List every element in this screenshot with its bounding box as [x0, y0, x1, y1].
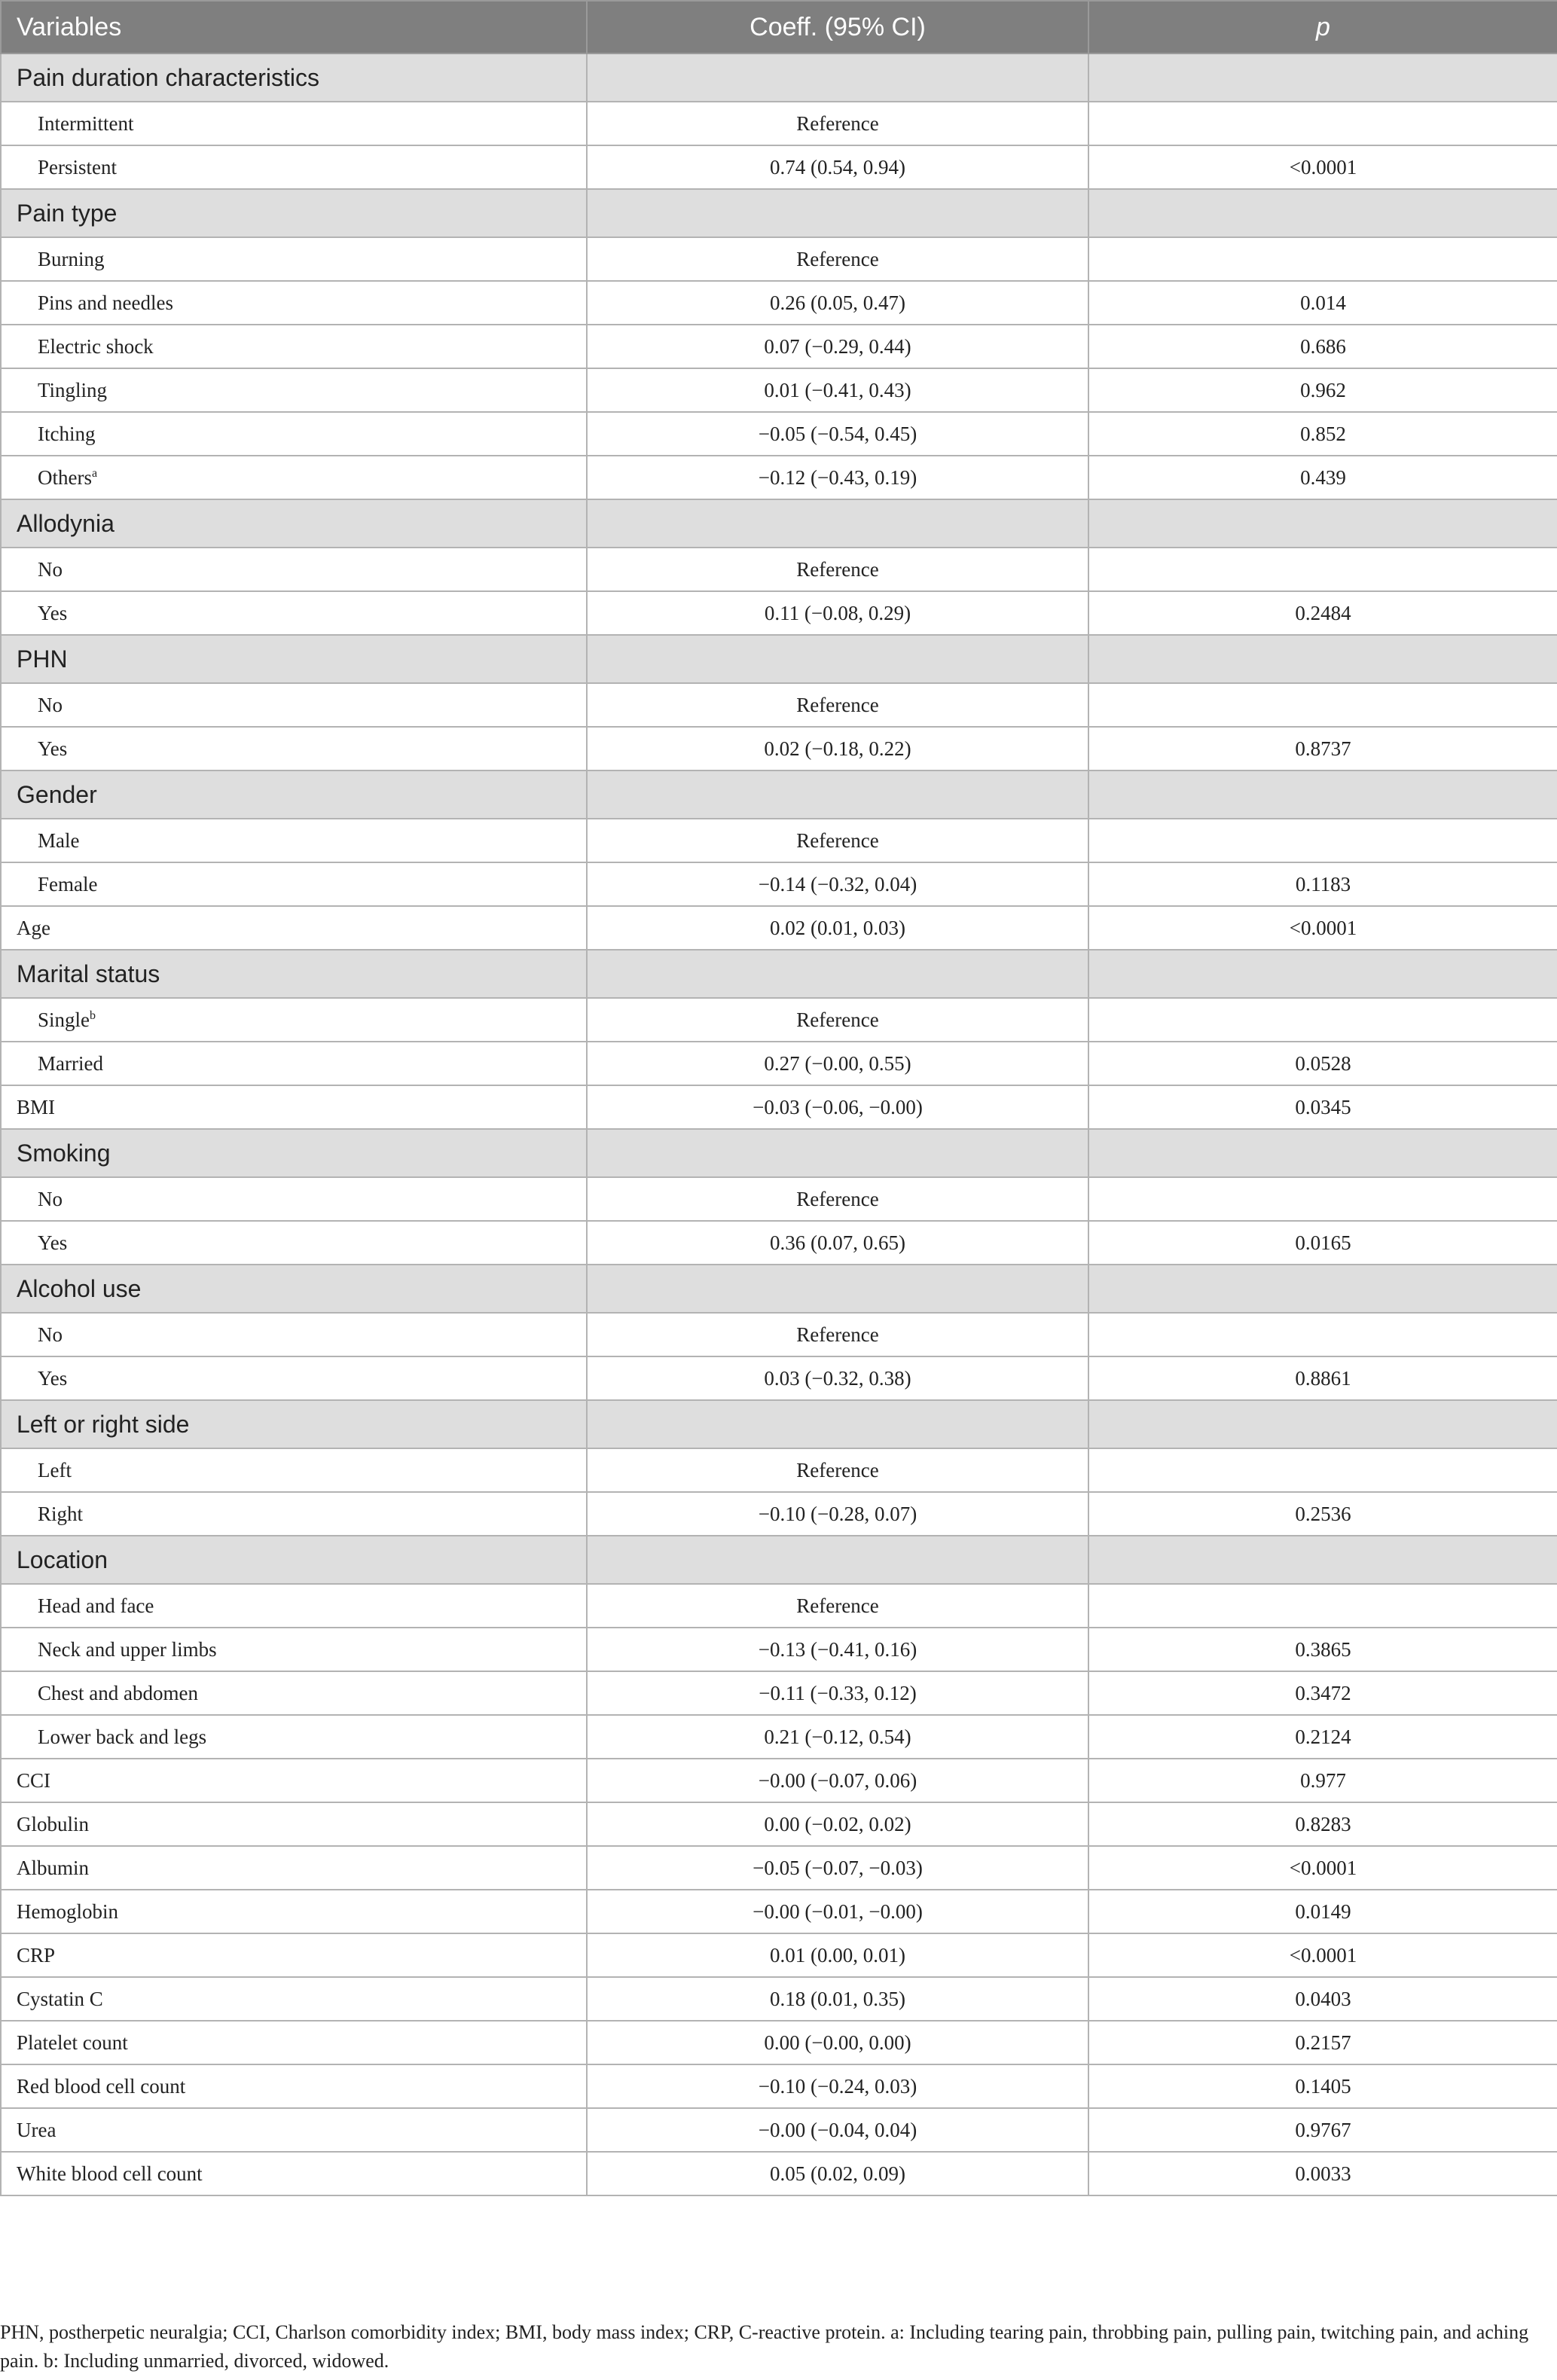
section-empty-cell	[587, 1536, 1088, 1584]
table-row	[1, 1085, 1557, 1129]
header-variables: Variables	[1, 1, 587, 53]
p-value-cell: 0.852	[1088, 412, 1557, 456]
section-label: PHN	[1, 635, 587, 683]
variable-label: Hemoglobin	[17, 1899, 118, 1923]
variable-label: Female	[38, 872, 98, 896]
coefficient-cell: 0.07 (−0.29, 0.44)	[587, 325, 1088, 368]
variable-cell	[1, 412, 587, 456]
table-row	[1, 1042, 1557, 1085]
table-row	[1, 1313, 1557, 1356]
section-header-row	[1, 1400, 1557, 1448]
p-value-cell: 0.0345	[1088, 1085, 1557, 1129]
variable-cell	[1, 1671, 587, 1715]
variable-cell	[1, 1715, 587, 1759]
variable-cell	[1, 862, 587, 906]
variable-label: Lower back and legs	[38, 1725, 207, 1748]
variable-cell	[1, 1356, 587, 1400]
section-empty-cell	[1088, 770, 1557, 819]
p-value-cell: 0.2484	[1088, 591, 1557, 635]
p-value-cell	[1088, 1584, 1557, 1628]
table-row	[1, 819, 1557, 862]
p-value-cell: 0.3865	[1088, 1628, 1557, 1671]
section-label: Location	[1, 1536, 587, 1584]
table-row	[1, 145, 1557, 189]
variable-label: Pins and needles	[38, 291, 173, 314]
section-empty-cell	[587, 1129, 1088, 1177]
coefficient-cell: −0.05 (−0.54, 0.45)	[587, 412, 1088, 456]
coefficient-cell: −0.10 (−0.28, 0.07)	[587, 1492, 1088, 1536]
p-value-cell	[1088, 548, 1557, 591]
variable-cell	[1, 1085, 587, 1129]
table-row	[1, 683, 1557, 727]
p-value-cell	[1088, 1313, 1557, 1356]
table-row	[1, 1846, 1557, 1890]
coefficient-cell: 0.74 (0.54, 0.94)	[587, 145, 1088, 189]
section-label: Marital status	[1, 950, 587, 998]
variable-cell	[1, 1802, 587, 1846]
table-row	[1, 1628, 1557, 1671]
section-header-row	[1, 1536, 1557, 1584]
variable-label: Yes	[38, 1366, 68, 1390]
section-header-row	[1, 1129, 1557, 1177]
coefficient-cell: Reference	[587, 998, 1088, 1042]
table-row	[1, 1802, 1557, 1846]
variable-cell	[1, 237, 587, 281]
section-header-row	[1, 499, 1557, 548]
table-footnote: PHN, postherpetic neuralgia; CCI, Charlson comorbidity index; BMI, body mass index; CRP, C-reactive protein. a: Including tearing pain, throbbing pain, pulling pain, twitching pain, and aching pain. b: Including unmarried, divorced, widowed.	[0, 2321, 1529, 2372]
table-row	[1, 1671, 1557, 1715]
table-row	[1, 325, 1557, 368]
footnote-marker: b	[90, 1008, 96, 1022]
coefficient-cell: Reference	[587, 1177, 1088, 1221]
coefficient-cell: −0.14 (−0.32, 0.04)	[587, 862, 1088, 906]
variable-label: Intermittent	[38, 111, 134, 135]
coefficient-cell: 0.01 (−0.41, 0.43)	[587, 368, 1088, 412]
coefficient-cell: Reference	[587, 1448, 1088, 1492]
variable-cell	[1, 2152, 587, 2195]
coefficient-cell: Reference	[587, 819, 1088, 862]
coefficient-cell: −0.12 (−0.43, 0.19)	[587, 456, 1088, 499]
variable-label: Itching	[38, 422, 96, 445]
variable-cell	[1, 1890, 587, 1933]
variable-cell	[1, 2108, 587, 2152]
table-row	[1, 1492, 1557, 1536]
variable-label: Yes	[38, 737, 68, 760]
p-value-cell	[1088, 998, 1557, 1042]
table-row	[1, 281, 1557, 325]
table-row	[1, 102, 1557, 145]
table-body	[1, 53, 1557, 2195]
variable-cell	[1, 1933, 587, 1977]
coefficient-cell: −0.11 (−0.33, 0.12)	[587, 1671, 1088, 1715]
variable-label: Yes	[38, 601, 68, 624]
coefficient-cell: 0.26 (0.05, 0.47)	[587, 281, 1088, 325]
section-header-row	[1, 770, 1557, 819]
variable-label: Globulin	[17, 1812, 90, 1835]
coefficient-cell: −0.10 (−0.24, 0.03)	[587, 2064, 1088, 2108]
variable-label: CCI	[17, 1768, 51, 1792]
coefficient-cell: 0.00 (−0.02, 0.02)	[587, 1802, 1088, 1846]
table-row	[1, 412, 1557, 456]
coefficient-cell: Reference	[587, 1584, 1088, 1628]
variable-cell	[1, 281, 587, 325]
table-row	[1, 1715, 1557, 1759]
p-value-cell: <0.0001	[1088, 906, 1557, 950]
variable-label: Yes	[38, 1231, 68, 1254]
variable-label: Red blood cell count	[17, 2074, 186, 2098]
coefficient-cell: 0.18 (0.01, 0.35)	[587, 1977, 1088, 2021]
p-value-cell: <0.0001	[1088, 145, 1557, 189]
table-row	[1, 237, 1557, 281]
p-value-cell	[1088, 237, 1557, 281]
table-row	[1, 998, 1557, 1042]
section-empty-cell	[1088, 1129, 1557, 1177]
variable-cell	[1, 456, 587, 499]
variable-cell	[1, 727, 587, 770]
section-label: Left or right side	[1, 1400, 587, 1448]
table-row	[1, 591, 1557, 635]
p-value-cell: 0.2124	[1088, 1715, 1557, 1759]
coefficient-cell: Reference	[587, 683, 1088, 727]
coefficient-cell: −0.05 (−0.07, −0.03)	[587, 1846, 1088, 1890]
p-value-cell: 0.1183	[1088, 862, 1557, 906]
variable-label: No	[38, 557, 63, 581]
section-empty-cell	[587, 950, 1088, 998]
section-empty-cell	[1088, 1400, 1557, 1448]
table-row	[1, 1177, 1557, 1221]
p-value-cell: <0.0001	[1088, 1933, 1557, 1977]
coefficient-cell: 0.03 (−0.32, 0.38)	[587, 1356, 1088, 1400]
section-label: Pain type	[1, 189, 587, 237]
table-row	[1, 2064, 1557, 2108]
table-row	[1, 456, 1557, 499]
variable-cell	[1, 1313, 587, 1356]
coefficient-cell: 0.02 (0.01, 0.03)	[587, 906, 1088, 950]
p-value-cell	[1088, 819, 1557, 862]
variable-cell	[1, 2064, 587, 2108]
p-value-cell	[1088, 102, 1557, 145]
coefficient-cell: −0.13 (−0.41, 0.16)	[587, 1628, 1088, 1671]
variable-cell	[1, 1177, 587, 1221]
section-header-row	[1, 950, 1557, 998]
variable-cell	[1, 591, 587, 635]
p-value-cell	[1088, 683, 1557, 727]
p-value-cell: 0.0165	[1088, 1221, 1557, 1265]
section-empty-cell	[1088, 950, 1557, 998]
p-value-cell: 0.977	[1088, 1759, 1557, 1802]
variable-cell	[1, 1221, 587, 1265]
coefficient-cell: −0.00 (−0.04, 0.04)	[587, 2108, 1088, 2152]
variable-cell	[1, 1759, 587, 1802]
table-row	[1, 1977, 1557, 2021]
p-value-cell: 0.1405	[1088, 2064, 1557, 2108]
section-empty-cell	[587, 499, 1088, 548]
variable-label: CRP	[17, 1943, 56, 1967]
footnote-marker: a	[91, 466, 98, 480]
variable-label: Single	[38, 1008, 90, 1031]
variable-label: Male	[38, 828, 80, 852]
coefficient-cell: 0.36 (0.07, 0.65)	[587, 1221, 1088, 1265]
variable-cell	[1, 325, 587, 368]
table-row	[1, 548, 1557, 591]
coefficient-cell: 0.21 (−0.12, 0.54)	[587, 1715, 1088, 1759]
variable-cell	[1, 2021, 587, 2064]
section-header-row	[1, 635, 1557, 683]
variable-cell	[1, 1846, 587, 1890]
variable-label: Left	[38, 1458, 72, 1481]
variable-label: Persistent	[38, 155, 117, 178]
section-empty-cell	[587, 53, 1088, 102]
section-label: Pain duration characteristics	[1, 53, 587, 102]
p-value-cell: 0.0149	[1088, 1890, 1557, 1933]
section-empty-cell	[1088, 635, 1557, 683]
table-row	[1, 1448, 1557, 1492]
variable-cell	[1, 1628, 587, 1671]
variable-label: Albumin	[17, 1856, 90, 1879]
coefficient-cell: 0.02 (−0.18, 0.22)	[587, 727, 1088, 770]
p-value-cell: 0.2536	[1088, 1492, 1557, 1536]
table-row	[1, 862, 1557, 906]
p-value-cell	[1088, 1448, 1557, 1492]
table-row	[1, 368, 1557, 412]
section-empty-cell	[1088, 499, 1557, 548]
table-row	[1, 2108, 1557, 2152]
variable-label: Right	[38, 1502, 84, 1525]
variable-label: Others	[38, 465, 92, 489]
p-value-cell: 0.8737	[1088, 727, 1557, 770]
p-value-cell: 0.0528	[1088, 1042, 1557, 1085]
variable-label: No	[38, 1187, 63, 1210]
coefficient-cell: −0.03 (−0.06, −0.00)	[587, 1085, 1088, 1129]
header-p-value: p	[1088, 1, 1557, 53]
table-row	[1, 1356, 1557, 1400]
p-value-cell: 0.9767	[1088, 2108, 1557, 2152]
variable-label: No	[38, 693, 63, 716]
p-value-cell: 0.8861	[1088, 1356, 1557, 1400]
variable-cell	[1, 906, 587, 950]
variable-cell	[1, 683, 587, 727]
variable-cell	[1, 548, 587, 591]
section-empty-cell	[587, 189, 1088, 237]
section-label: Gender	[1, 770, 587, 819]
header-coefficient: Coeff. (95% CI)	[587, 1, 1088, 53]
variable-label: BMI	[17, 1095, 56, 1118]
variable-label: Electric shock	[38, 334, 154, 358]
variable-cell	[1, 1492, 587, 1536]
variable-label: Head and face	[38, 1594, 154, 1617]
section-empty-cell	[587, 635, 1088, 683]
variable-label: Neck and upper limbs	[38, 1637, 217, 1661]
section-header-row	[1, 189, 1557, 237]
coefficient-cell: −0.00 (−0.07, 0.06)	[587, 1759, 1088, 1802]
p-value-cell: 0.2157	[1088, 2021, 1557, 2064]
p-value-cell: 0.0403	[1088, 1977, 1557, 2021]
section-empty-cell	[1088, 53, 1557, 102]
variable-label: Tingling	[38, 378, 108, 401]
section-empty-cell	[1088, 189, 1557, 237]
coefficient-cell: 0.01 (0.00, 0.01)	[587, 1933, 1088, 1977]
variable-label: White blood cell count	[17, 2162, 203, 2185]
variable-label: Age	[17, 916, 50, 939]
coefficient-cell: Reference	[587, 548, 1088, 591]
table-row	[1, 1890, 1557, 1933]
variable-label: Cystatin C	[17, 1987, 103, 2010]
variable-cell	[1, 819, 587, 862]
coefficient-cell: 0.00 (−0.00, 0.00)	[587, 2021, 1088, 2064]
variable-label: No	[38, 1323, 63, 1346]
coefficient-cell: 0.11 (−0.08, 0.29)	[587, 591, 1088, 635]
table-row	[1, 906, 1557, 950]
variable-cell	[1, 1584, 587, 1628]
table-row	[1, 727, 1557, 770]
p-value-cell	[1088, 1177, 1557, 1221]
variable-label: Chest and abdomen	[38, 1681, 198, 1704]
section-header-row	[1, 1265, 1557, 1313]
p-value-cell: 0.3472	[1088, 1671, 1557, 1715]
variable-cell	[1, 1042, 587, 1085]
variable-label: Burning	[38, 247, 105, 270]
variable-label: Married	[38, 1051, 103, 1075]
table-header-row	[1, 1, 1557, 53]
variable-cell	[1, 145, 587, 189]
table-row	[1, 1933, 1557, 1977]
variable-cell	[1, 998, 587, 1042]
variable-cell	[1, 368, 587, 412]
p-value-cell: 0.439	[1088, 456, 1557, 499]
p-value-cell: 0.014	[1088, 281, 1557, 325]
coefficient-cell: −0.00 (−0.01, −0.00)	[587, 1890, 1088, 1933]
coefficient-cell: Reference	[587, 1313, 1088, 1356]
section-label: Smoking	[1, 1129, 587, 1177]
section-header-row	[1, 53, 1557, 102]
table-row	[1, 1221, 1557, 1265]
coefficient-cell: Reference	[587, 237, 1088, 281]
p-value-cell: 0.0033	[1088, 2152, 1557, 2195]
variable-cell	[1, 1448, 587, 1492]
section-empty-cell	[587, 1265, 1088, 1313]
section-empty-cell	[587, 770, 1088, 819]
p-value-cell: 0.962	[1088, 368, 1557, 412]
section-empty-cell	[1088, 1536, 1557, 1584]
coefficient-cell: Reference	[587, 102, 1088, 145]
variable-cell	[1, 1977, 587, 2021]
table-row	[1, 2152, 1557, 2195]
p-value-cell: 0.8283	[1088, 1802, 1557, 1846]
variable-cell	[1, 102, 587, 145]
table-row	[1, 1584, 1557, 1628]
p-value-cell: <0.0001	[1088, 1846, 1557, 1890]
p-value-cell: 0.686	[1088, 325, 1557, 368]
section-label: Allodynia	[1, 499, 587, 548]
table-row	[1, 2021, 1557, 2064]
variable-label: Platelet count	[17, 2031, 128, 2054]
coefficient-cell: 0.27 (−0.00, 0.55)	[587, 1042, 1088, 1085]
section-empty-cell	[587, 1400, 1088, 1448]
table-row	[1, 1759, 1557, 1802]
variable-label: Urea	[17, 2118, 56, 2141]
section-empty-cell	[1088, 1265, 1557, 1313]
section-label: Alcohol use	[1, 1265, 587, 1313]
coefficient-cell: 0.05 (0.02, 0.09)	[587, 2152, 1088, 2195]
